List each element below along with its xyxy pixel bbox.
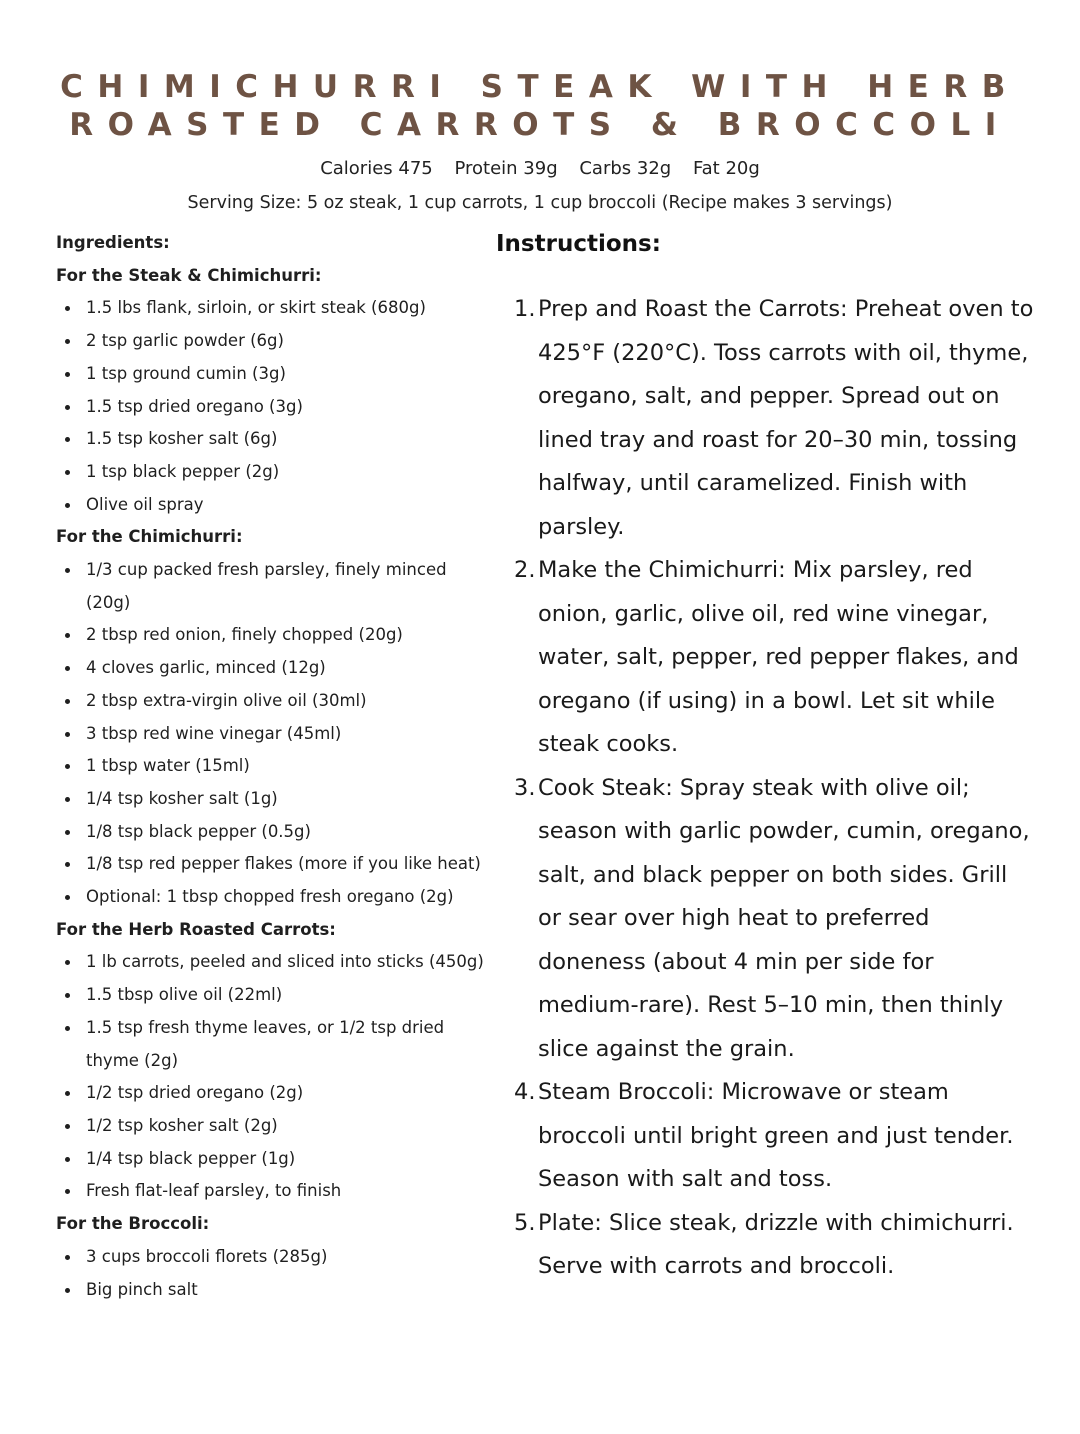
ingredient-item: 2 tbsp red onion, finely chopped (20g) bbox=[56, 619, 496, 652]
step-text: Plate: Slice steak, drizzle with chimichurri. Serve with carrots and broccoli. bbox=[538, 1209, 1014, 1279]
ingredient-list bbox=[56, 554, 496, 914]
ingredient-item: 1/4 tsp kosher salt (1g) bbox=[56, 783, 496, 816]
ingredient-item: 1.5 tsp fresh thyme leaves, or 1/2 tsp dried thyme (2g) bbox=[56, 1012, 496, 1077]
ingredient-item: 2 tbsp extra-virgin olive oil (30ml) bbox=[56, 685, 496, 718]
step-text: Make the Chimichurri: Mix parsley, red onion, garlic, olive oil, red wine vinegar, water, salt, pepper, red pepper flakes, and oregano (if using) in a bowl. Let sit while steak cooks. bbox=[538, 557, 1019, 757]
instruction-step bbox=[496, 549, 1036, 767]
ingredient-item: 1.5 tsp dried oregano (3g) bbox=[56, 391, 496, 424]
calories-value: Calories 475 bbox=[320, 158, 433, 179]
ingredient-item: 1/8 tsp black pepper (0.5g) bbox=[56, 816, 496, 849]
step-text: Prep and Roast the Carrots: Preheat oven to 425°F (220°C). Toss carrots with oil, thyme, oregano, salt, and pepper. Spread out on lined tray and roast for 20–30 min, tossing halfway, until caramelized. Finish with parsley. bbox=[538, 296, 1034, 540]
instruction-step bbox=[496, 767, 1036, 1072]
fat-value: Fat 20g bbox=[692, 158, 760, 179]
ingredient-list bbox=[56, 292, 496, 521]
ingredient-section-title: For the Steak & Chimichurri: bbox=[56, 265, 322, 285]
ingredient-item: Fresh flat-leaf parsley, to finish bbox=[56, 1175, 496, 1208]
ingredient-section-title: For the Herb Roasted Carrots: bbox=[56, 919, 336, 939]
ingredient-item: 1/4 tsp black pepper (1g) bbox=[56, 1143, 496, 1176]
ingredient-item: Olive oil spray bbox=[56, 489, 496, 522]
instruction-step bbox=[496, 1071, 1036, 1202]
protein-value: Protein 39g bbox=[454, 158, 558, 179]
ingredient-item: 1.5 lbs flank, sirloin, or skirt steak (680g) bbox=[56, 292, 496, 325]
step-number: 1. bbox=[514, 296, 536, 322]
nutrition-macros bbox=[0, 158, 1080, 179]
ingredient-item: 1/2 tsp kosher salt (2g) bbox=[56, 1110, 496, 1143]
ingredient-item: 1 tbsp water (15ml) bbox=[56, 750, 496, 783]
ingredient-item: 1 tsp black pepper (2g) bbox=[56, 456, 496, 489]
step-number: 2. bbox=[514, 557, 536, 583]
ingredient-item: 1/2 tsp dried oregano (2g) bbox=[56, 1077, 496, 1110]
ingredient-item: 1.5 tbsp olive oil (22ml) bbox=[56, 979, 496, 1012]
ingredient-section-title: For the Chimichurri: bbox=[56, 527, 243, 547]
ingredient-item: 4 cloves garlic, minced (12g) bbox=[56, 652, 496, 685]
ingredient-section-title: For the Broccoli: bbox=[56, 1214, 210, 1234]
instruction-step bbox=[496, 288, 1036, 549]
serving-size: Serving Size: 5 oz steak, 1 cup carrots, 1 cup broccoli (Recipe makes 3 servings) bbox=[187, 193, 893, 213]
ingredient-item: 1 tsp ground cumin (3g) bbox=[56, 358, 496, 391]
ingredient-item: Big pinch salt bbox=[56, 1274, 496, 1307]
ingredient-list bbox=[56, 946, 496, 1208]
step-number: 3. bbox=[514, 774, 536, 801]
step-text: Cook Steak: Spray steak with olive oil; season with garlic powder, cumin, oregano, salt, and black pepper on both sides. Grill or sear over high heat to preferred doneness (about 4 min per side for medium-rare). Rest 5–10 min, then thinly slice against the grain. bbox=[538, 774, 1030, 1062]
step-number: 5. bbox=[514, 1209, 536, 1236]
ingredient-item: 3 cups broccoli florets (285g) bbox=[56, 1241, 496, 1274]
ingredients-column bbox=[56, 227, 496, 1306]
ingredient-item: 3 tbsp red wine vinegar (45ml) bbox=[56, 718, 496, 751]
ingredient-item: 1/3 cup packed fresh parsley, finely minced (20g) bbox=[56, 554, 496, 619]
ingredient-list bbox=[56, 1241, 496, 1306]
recipe-title bbox=[0, 68, 1080, 144]
instruction-step bbox=[496, 1202, 1036, 1289]
step-text: Steam Broccoli: Microwave or steam broccoli until bright green and just tender. Season with salt and toss. bbox=[538, 1079, 1014, 1192]
ingredient-sections bbox=[56, 260, 496, 1307]
ingredient-item: 2 tsp garlic powder (6g) bbox=[56, 325, 496, 358]
recipe-title-line-1: CHIMICHURRI STEAK WITH HERB bbox=[60, 69, 1020, 105]
carbs-value: Carbs 32g bbox=[579, 158, 672, 179]
ingredient-item: Optional: 1 tbsp chopped fresh oregano (2g) bbox=[56, 881, 496, 914]
ingredient-item: 1 lb carrots, peeled and sliced into sticks (450g) bbox=[56, 946, 496, 979]
instructions-column bbox=[496, 226, 1036, 1289]
ingredient-item: 1/8 tsp red pepper flakes (more if you like heat) bbox=[56, 848, 496, 881]
instructions-heading: Instructions: bbox=[496, 231, 661, 257]
ingredients-heading: Ingredients: bbox=[56, 233, 170, 252]
recipe-title-line-2: ROASTED CARROTS & BROCCOLI bbox=[69, 107, 1011, 143]
step-number: 4. bbox=[514, 1079, 536, 1105]
ingredient-item: 1.5 tsp kosher salt (6g) bbox=[56, 423, 496, 456]
instruction-steps bbox=[496, 288, 1036, 1289]
